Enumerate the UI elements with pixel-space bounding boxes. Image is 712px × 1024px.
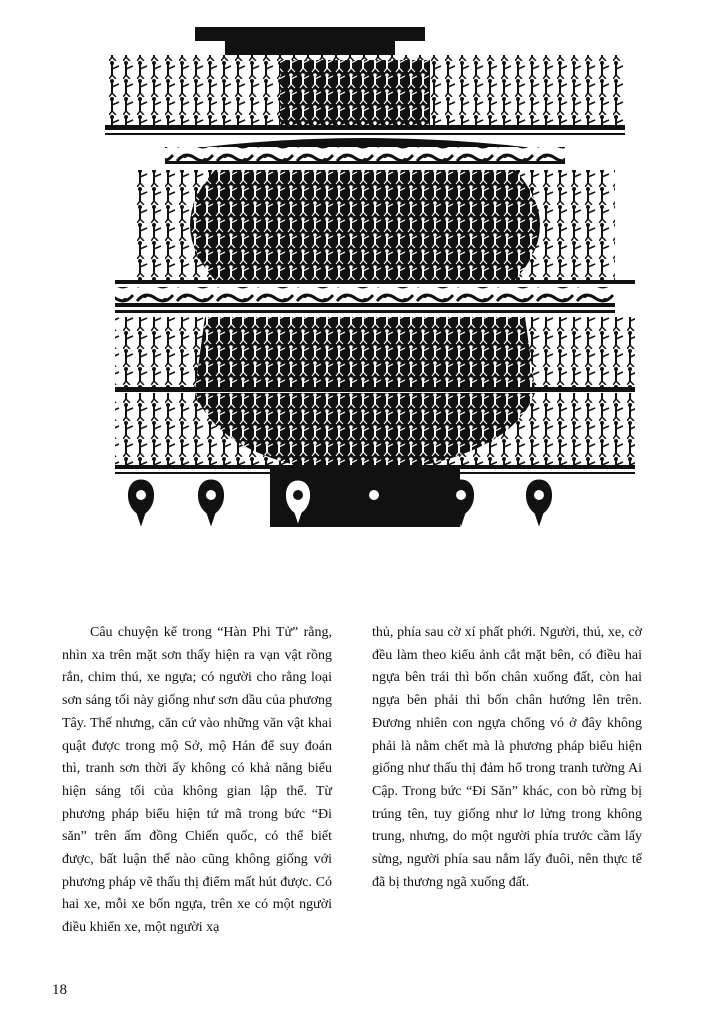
left-text-column (62, 622, 332, 940)
right-text-column (372, 622, 642, 894)
body-paragraph-continued: thủ, phía sau cờ xí phất phới. Người, thú, xe, cờ đều làm theo kiểu ảnh cắt mặt bên, có điều hai ngựa bên trái thì bốn chân xuống đất, còn hai ngựa bên phải thì bốn chân hướng lên trên. Đương nhiên con ngựa chổng vó ở đây không phải là nằm chết mà là phương pháp biểu hiện giống như thấu thị đảm hổ trong tranh tường Ai Cập. Trong bức “Đi Săn” khác, con bò rừng bị trúng tên, tuy giống như lơ lửng trong không trung, nhưng, do một người phía trước cầm lấy sừng, người phía sau nắm lấy đuôi, nên thực tế đã bị thương ngã xuống đất. (372, 625, 642, 890)
page-number: 18 (52, 982, 67, 998)
body-paragraph: Câu chuyện kể trong “Hàn Phi Tử” rằng, nhìn xa trên mặt sơn thấy hiện ra vạn vật rồng rắn, chim thú, xe ngựa; có người cho rằng loại sơn sáng tối này giống như sơn dầu của phương Tây. Thế nhưng, căn cứ vào những văn vật khai quật được trong mộ Sở, mộ Hán để suy đoán thì, tranh sơn thời ấy không có khả năng biểu hiện sáng tối của không gian lập thể. Từ phương pháp biểu hiện tứ mã trong bức “Đi săn” trên ấm đồng Chiến quốc, có thể biết được, bất luận thế nào cũng không giống với phương pháp vẽ thấu thị điểm mất hút được. Có hai xe, mỗi xe bốn ngựa, trên xe có một người điều khiển xe, một người xạ (62, 625, 332, 936)
bronze-vessel-illustration (95, 25, 635, 530)
